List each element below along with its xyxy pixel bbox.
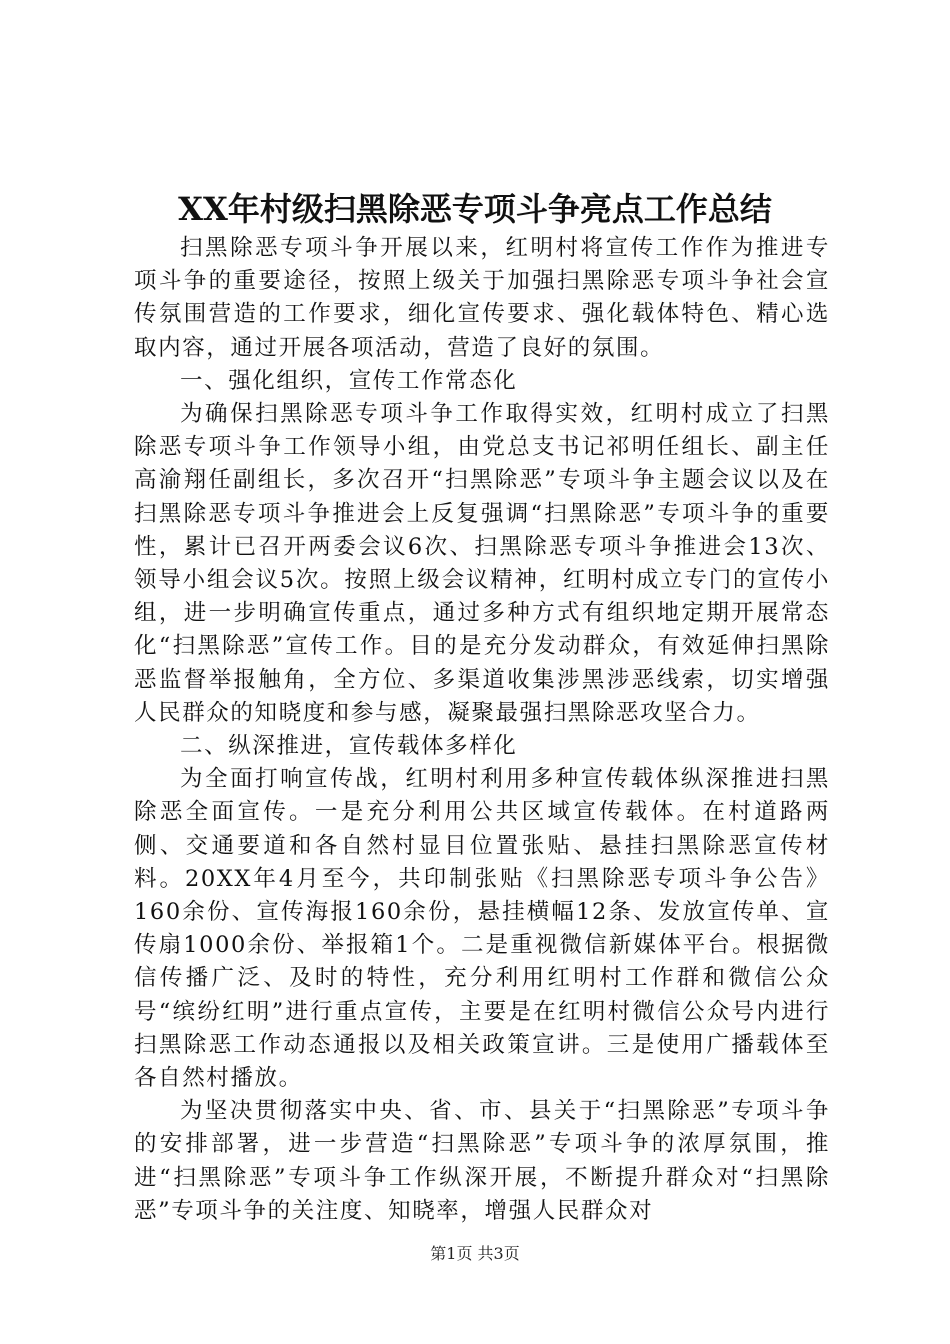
intro-paragraph: 扫黑除恶专项斗争开展以来，红明村将宣传工作作为推进专项斗争的重要途径，按照上级关于加强扫黑除恶专项斗争社会宣传氛围营造的工作要求，细化宣传要求、强化载体特色、精心选取内容，通过开展各项活动，营造了良好的氛围。 (134, 235, 830, 361)
section-2-paragraph-continued: 为坚决贯彻落实中央、省、市、县关于“扫黑除恶”专项斗争的安排部署，进一步营造“扫黑除恶”专项斗争的浓厚氛围，推进“扫黑除恶”专项斗争工作纵深开展，不断提升群众对“扫黑除恶”专项斗争的关注度、知晓率，增强人民群众对 (134, 1098, 830, 1224)
section-1-paragraph: 为确保扫黑除恶专项斗争工作取得实效，红明村成立了扫黑除恶专项斗争工作领导小组，由党总支书记祁明任组长、副主任高渝翔任副组长，多次召开“扫黑除恶”专项斗争主题会议以及在扫黑除恶专项斗争推进会上反复强调“扫黑除恶”专项斗争的重要性，累计已召开两委会议6次、扫黑除恶专项斗争推进会13次、领导小组会议5次。按照上级会议精神，红明村成立专门的宣传小组，进一步明确宣传重点，通过多种方式有组织地定期开展常态化“扫黑除恶”宣传工作。目的是充分发动群众，有效延伸扫黑除恶监督举报触角，全方位、多渠道收集涉黑涉恶线索，切实增强人民群众的知晓度和参与感，凝聚最强扫黑除恶攻坚合力。 (134, 401, 830, 726)
section-heading-2: 二、纵深推进，宣传载体多样化 (180, 733, 518, 760)
section-heading-1: 一、强化组织，宣传工作常态化 (180, 367, 518, 394)
section-2-paragraph: 为全面打响宣传战，红明村利用多种宣传载体纵深推进扫黑除恶全面宣传。一是充分利用公共区域宣传载体。在村道路两侧、交通要道和各自然村显目位置张贴、悬挂扫黑除恶宣传材料。20XX年4月至今，共印制张贴《扫黑除恶专项斗争公告》160余份、宣传海报160余份，悬挂横幅12条、发放宣传单、宣传扇1000余份、举报箱1个。二是重视微信新媒体平台。根据微信传播广泛、及时的特性，充分利用红明村工作群和微信公众号“缤纷红明”进行重点宣传，主要是在红明村微信公众号内进行扫黑除恶工作动态通报以及相关政策宣讲。三是使用广播载体至各自然村播放。 (134, 766, 830, 1092)
document-title: XX年村级扫黑除恶专项斗争亮点工作总结 (178, 190, 772, 228)
page-number-footer: 第1页 共3页 (430, 1244, 520, 1263)
document-body (134, 232, 830, 1228)
